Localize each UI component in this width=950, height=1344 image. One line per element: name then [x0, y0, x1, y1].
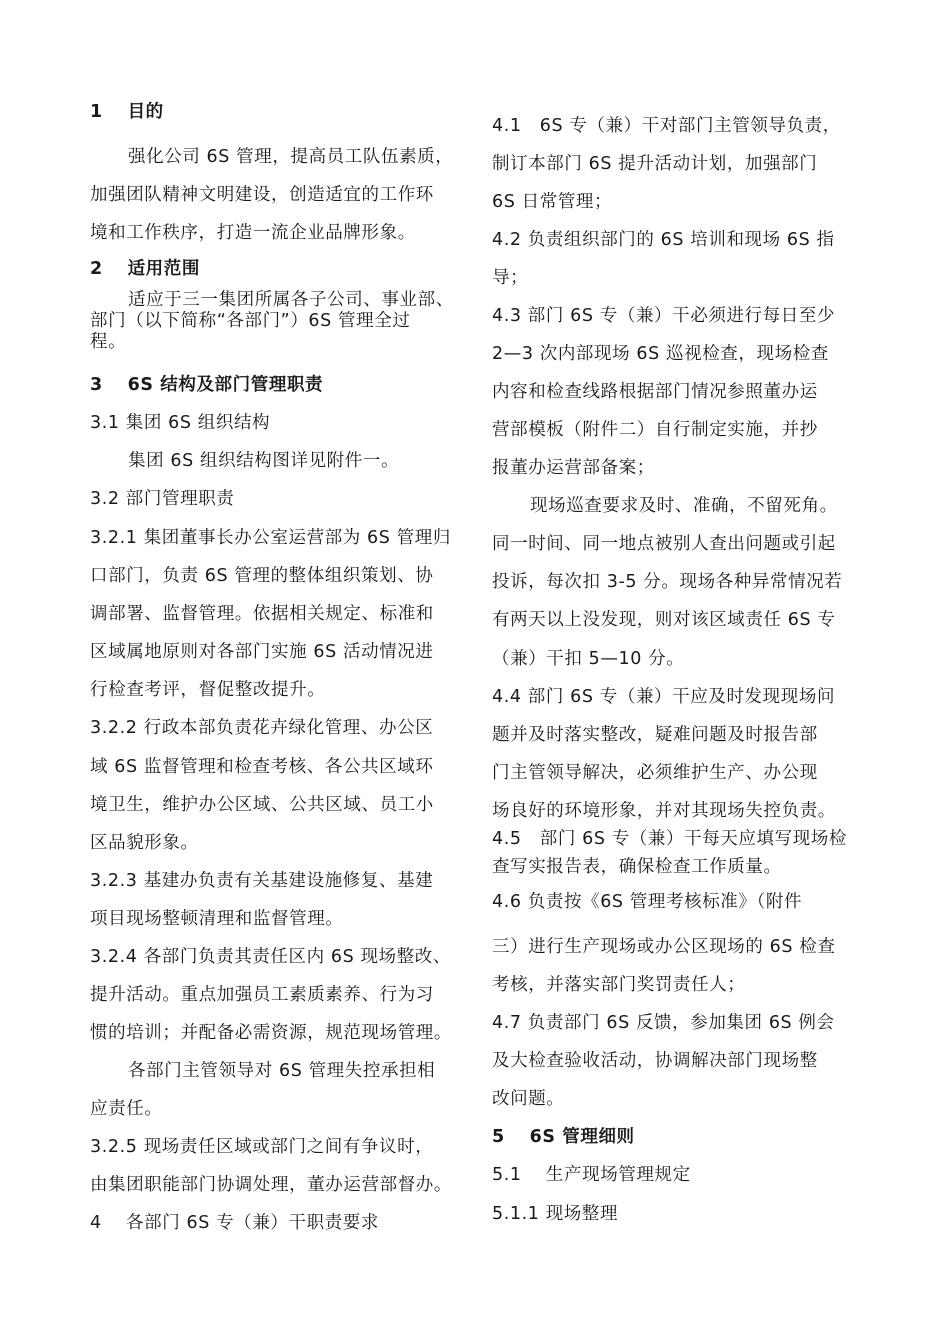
text-line: 境卫生，维护办公区域、公共区域、员工小 [90, 795, 434, 815]
text-line: 场良好的环境形象，并对其现场失控负责。 [492, 801, 836, 821]
text-line: 区品貌形象。 [90, 833, 199, 853]
text-line: 由集团职能部门协调处理，董办运营部督办。 [90, 1175, 452, 1195]
text-line: 域 6S 监督管理和检查考核、各公共区域环 [90, 757, 434, 777]
text-line: 区域属地原则对各部门实施 6S 活动情况进 [90, 642, 434, 662]
text-line: 3.1 集团 6S 组织结构 [90, 413, 271, 433]
text-line: 各部门主管领导对 6S 管理失控承担相 [128, 1061, 436, 1081]
text-line: （兼）干扣 5—10 分。 [492, 649, 685, 669]
text-line: 3 6S 结构及部门管理职责 [90, 375, 324, 395]
text-line: 4.6 负责按《6S 管理考核标准》（附件 [492, 892, 803, 912]
text-line: 适应于三一集团所属各子公司、事业部、 [128, 290, 454, 310]
left-column [90, 0, 475, 1344]
text-line: 口部门，负责 6S 管理的整体组织策划、协 [90, 566, 434, 586]
text-line: 2—3 次内部现场 6S 巡视检查，现场检查 [492, 344, 829, 364]
text-line: 行检查考评，督促整改提升。 [90, 680, 326, 700]
text-line: 三）进行生产现场或办公区现场的 6S 检查 [492, 937, 836, 957]
text-line: 3.2.1 集团董事长办公室运营部为 6S 管理归 [90, 528, 451, 548]
text-line: 4.3 部门 6S 专（兼）干必须进行每日至少 [492, 306, 836, 326]
text-line: 强化公司 6S 管理，提高员工队伍素质， [128, 147, 454, 167]
text-line: 查写实报告表，确保检查工作质量。 [492, 857, 782, 877]
text-line: 投诉，每次扣 3-5 分。现场各种异常情况若 [492, 572, 843, 592]
text-line: 应责任。 [90, 1099, 163, 1119]
text-line: 4.1 6S 专（兼）干对部门主管领导负责， [492, 116, 841, 136]
text-line: 有两天以上没发现，则对该区域责任 6S 专 [492, 610, 836, 630]
text-line: 惯的培训；并配备必需资源，规范现场管理。 [90, 1023, 452, 1043]
text-line: 3.2.3 基建办负责有关基建设施修复、基建 [90, 871, 434, 891]
text-line: 导； [492, 268, 529, 288]
text-line: 项目现场整顿清理和监督管理。 [90, 909, 344, 929]
text-line: 改问题。 [492, 1089, 565, 1109]
text-line: 加强团队精神文明建设，创造适宜的工作环 [90, 185, 434, 205]
text-line: 6S 日常管理； [492, 192, 613, 212]
text-line: 5 6S 管理细则 [492, 1127, 635, 1147]
text-line: 同一时间、同一地点被别人查出问题或引起 [492, 534, 836, 554]
right-column [492, 0, 867, 1344]
text-line: 考核，并落实部门奖罚责任人； [492, 975, 746, 995]
text-line: 4 各部门 6S 专（兼）干职责要求 [90, 1213, 379, 1233]
text-line: 及大检查验收活动，协调解决部门现场整 [492, 1051, 818, 1071]
text-line: 4.2 负责组织部门的 6S 培训和现场 6S 指 [492, 230, 835, 250]
text-line: 5.1 生产现场管理规定 [492, 1165, 691, 1185]
text-line: 3.2.5 现场责任区域或部门之间有争议时， [90, 1137, 434, 1157]
text-line: 3.2 部门管理职责 [90, 489, 235, 509]
text-line: 提升活动。重点加强员工素质素养、行为习 [90, 985, 434, 1005]
text-line: 1 目的 [90, 102, 164, 122]
text-line: 4.7 负责部门 6S 反馈，参加集团 6S 例会 [492, 1013, 835, 1033]
text-line: 4.4 部门 6S 专（兼）干应及时发现现场问 [492, 687, 836, 707]
text-line: 门主管领导解决，必须维护生产、办公现 [492, 763, 818, 783]
text-line: 境和工作秩序，打造一流企业品牌形象。 [90, 223, 416, 243]
text-line: 营部模板（附件二）自行制定实施，并抄 [492, 420, 818, 440]
text-line: 4.5 部门 6S 专（兼）干每天应填写现场检 [492, 829, 847, 849]
text-line: 题并及时落实整改，疑难问题及时报告部 [492, 725, 818, 745]
text-line: 调部署、监督管理。依据相关规定、标准和 [90, 604, 434, 624]
text-line: 制订本部门 6S 提升活动计划，加强部门 [492, 154, 818, 174]
text-line: 程。 [90, 332, 127, 352]
text-line: 集团 6S 组织结构图详见附件一。 [128, 451, 400, 471]
text-line: 内容和检查线路根据部门情况参照董办运 [492, 382, 818, 402]
text-line: 3.2.2 行政本部负责花卉绿化管理、办公区 [90, 718, 434, 738]
text-line: 报董办运营部备案； [492, 458, 655, 478]
text-line: 2 适用范围 [90, 259, 200, 279]
text-line: 3.2.4 各部门负责其责任区内 6S 现场整改、 [90, 947, 451, 967]
text-line: 现场巡查要求及时、准确，不留死角。 [530, 496, 838, 516]
text-line: 部门（以下简称“各部门”）6S 管理全过 [90, 311, 411, 331]
text-line: 5.1.1 现场整理 [492, 1204, 619, 1224]
